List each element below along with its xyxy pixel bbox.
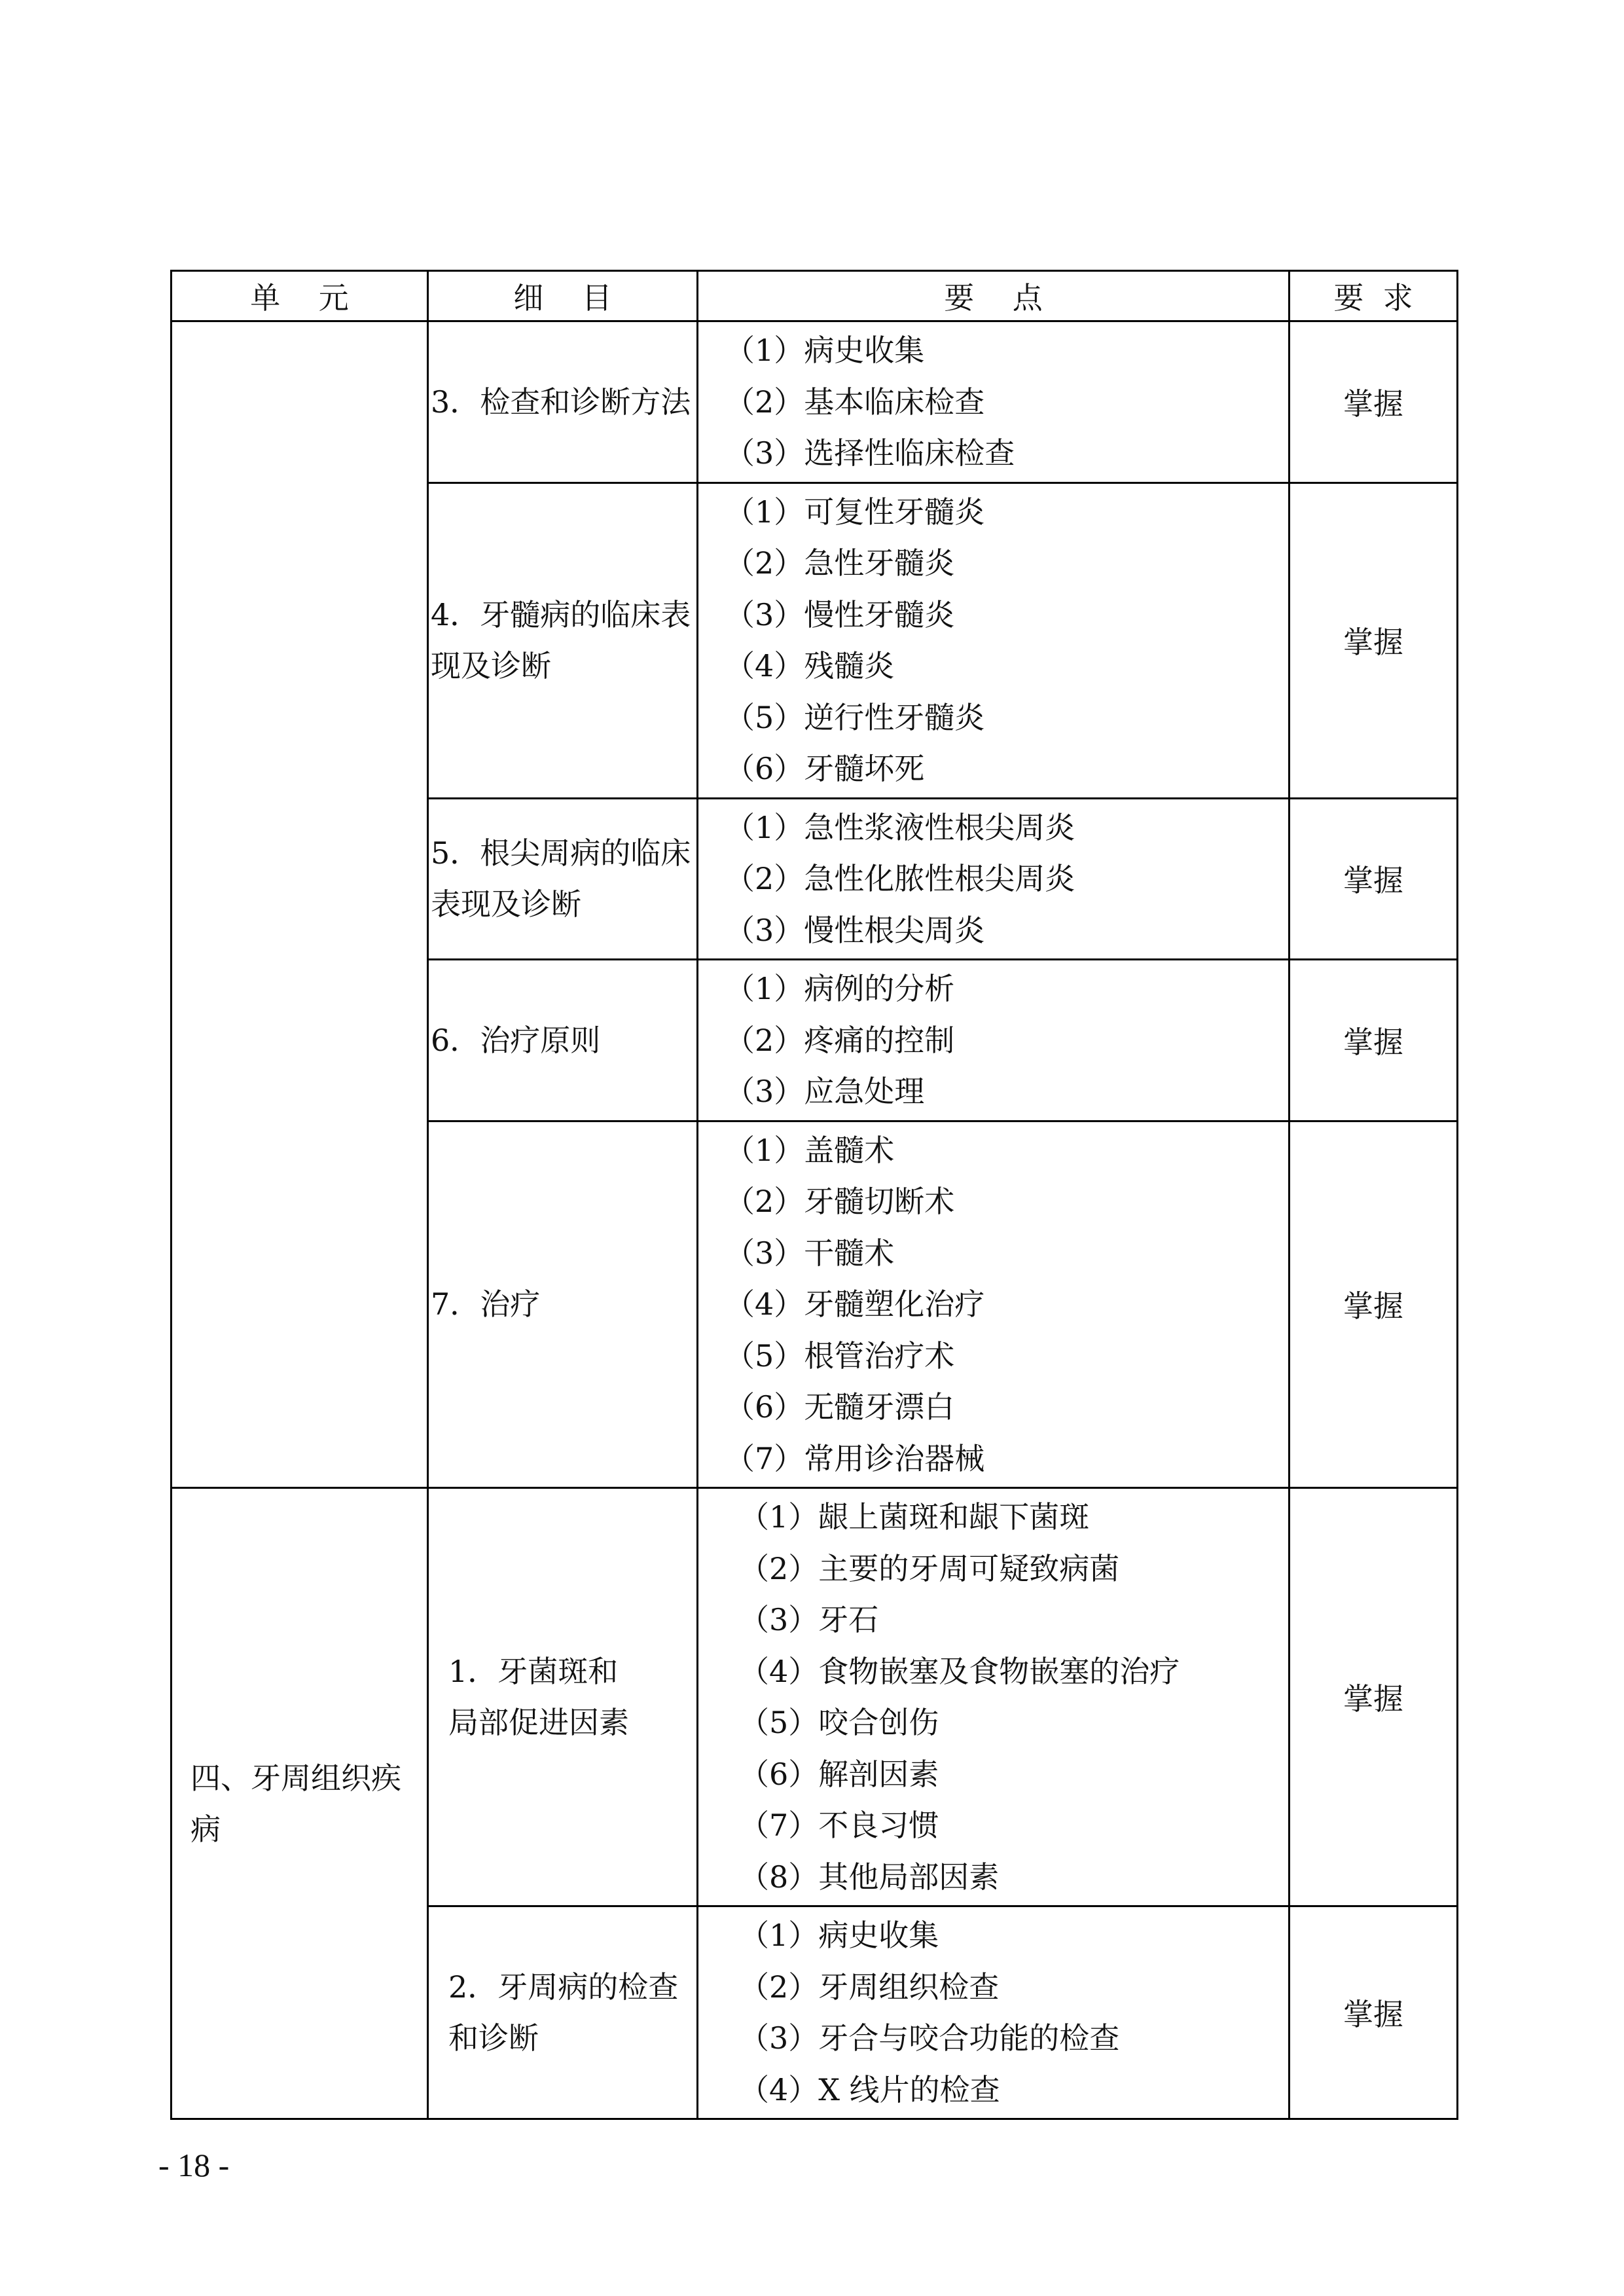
point-item: （7）不良习惯 xyxy=(739,1808,939,1843)
point-item: （1）急性浆液性根尖周炎 xyxy=(725,809,1075,845)
detail-line: 和诊断 xyxy=(448,2020,539,2056)
points-cell xyxy=(698,960,1290,1121)
detail-label: 3．检查和诊断方法 xyxy=(431,384,691,420)
point-item: （3）牙合与咬合功能的检查 xyxy=(739,2020,1120,2056)
detail-cell xyxy=(428,1121,698,1488)
point-item: （4）牙髓塑化治疗 xyxy=(725,1286,985,1322)
point-item: （2）主要的牙周可疑致病菌 xyxy=(739,1550,1120,1586)
requirement-cell xyxy=(1290,1488,1458,1906)
requirement-label: 掌握 xyxy=(1343,1024,1403,1060)
header-unit xyxy=(171,271,428,321)
point-item: （4）X 线片的检查 xyxy=(739,2071,1000,2107)
point-item: （4）残髓炎 xyxy=(725,648,895,683)
table-row xyxy=(171,321,1458,483)
header-detail-label: 细 目 xyxy=(513,280,612,316)
header-unit-label: 单 元 xyxy=(250,280,349,316)
point-item: （2）疼痛的控制 xyxy=(725,1022,955,1058)
detail-cell xyxy=(428,1906,698,2119)
point-item: （8）其他局部因素 xyxy=(739,1859,1000,1895)
points-cell xyxy=(698,321,1290,483)
point-item: （2）牙髓切断术 xyxy=(725,1184,955,1219)
point-item: （1）病史收集 xyxy=(739,1918,939,1953)
detail-cell xyxy=(428,321,698,483)
point-item: （3）选择性临床检查 xyxy=(725,435,1015,471)
point-item: （2）基本临床检查 xyxy=(725,384,985,420)
points-cell xyxy=(698,1121,1290,1488)
requirement-cell xyxy=(1290,960,1458,1121)
detail-label: 4．牙髓病的临床表现及诊断 xyxy=(431,597,691,683)
point-item: （3）慢性根尖周炎 xyxy=(725,912,985,948)
requirement-cell xyxy=(1290,1906,1458,2119)
point-item: （5）逆行性牙髓炎 xyxy=(725,699,985,735)
header-requirement xyxy=(1290,271,1458,321)
detail-cell xyxy=(428,798,698,960)
detail-label: 7．治疗 xyxy=(431,1286,541,1322)
point-item: （5）咬合创伤 xyxy=(739,1705,939,1740)
point-item: （6）牙髓坏死 xyxy=(725,751,925,786)
detail-line: 1．牙菌斑和 xyxy=(448,1654,619,1689)
detail-line: 局部促进因素 xyxy=(448,1705,629,1740)
detail-line: 2．牙周病的检查 xyxy=(448,1969,679,2005)
requirement-cell xyxy=(1290,1121,1458,1488)
detail-label: 6．治疗原则 xyxy=(431,1022,601,1058)
unit-cell xyxy=(171,1488,428,2119)
point-item: （5）根管治疗术 xyxy=(725,1338,955,1374)
points-cell xyxy=(698,483,1290,798)
point-item: （3）应急处理 xyxy=(725,1074,925,1109)
requirement-label: 掌握 xyxy=(1343,863,1403,899)
detail-cell xyxy=(428,483,698,798)
point-item: （2）急性牙髓炎 xyxy=(725,545,955,581)
point-item: （1）可复性牙髓炎 xyxy=(725,494,985,530)
table-header-row xyxy=(171,271,1458,321)
point-item: （2）急性化脓性根尖周炎 xyxy=(725,861,1075,896)
requirement-cell xyxy=(1290,798,1458,960)
point-item: （3）干髓术 xyxy=(725,1235,895,1271)
header-points-label: 要 点 xyxy=(944,280,1043,316)
detail-label: 5．根尖周病的临床表现及诊断 xyxy=(431,835,691,922)
unit-cell xyxy=(171,321,428,1488)
detail-cell xyxy=(428,960,698,1121)
table-row xyxy=(171,1488,1458,1906)
requirement-label: 掌握 xyxy=(1343,1997,1403,2032)
point-item: （6）解剖因素 xyxy=(739,1756,939,1792)
requirement-label: 掌握 xyxy=(1343,625,1403,660)
point-item: （4）食物嵌塞及食物嵌塞的治疗 xyxy=(739,1653,1180,1689)
points-cell xyxy=(698,1906,1290,2119)
header-detail xyxy=(428,271,698,321)
requirement-cell xyxy=(1290,321,1458,483)
header-requirement-label: 要 求 xyxy=(1333,280,1413,316)
points-cell xyxy=(698,1488,1290,1906)
point-item: （1）龈上菌斑和龈下菌斑 xyxy=(739,1499,1090,1535)
point-item: （1）病史收集 xyxy=(725,333,925,368)
point-item: （6）无髓牙漂白 xyxy=(725,1389,955,1425)
point-item: （3）牙石 xyxy=(739,1602,879,1637)
requirement-label: 掌握 xyxy=(1343,386,1403,422)
point-item: （2）牙周组织检查 xyxy=(739,1969,1000,2005)
point-item: （3）慢性牙髓炎 xyxy=(725,596,955,632)
point-item: （1）盖髓术 xyxy=(725,1132,895,1168)
header-points xyxy=(698,271,1290,321)
requirement-cell xyxy=(1290,483,1458,798)
page-number: - 18 - xyxy=(158,2147,230,2183)
requirement-label: 掌握 xyxy=(1343,1681,1403,1717)
point-item: （1）病例的分析 xyxy=(725,971,955,1006)
unit-label: 四、牙周组织疾病 xyxy=(190,1760,401,1847)
requirement-label: 掌握 xyxy=(1343,1288,1403,1324)
point-item: （7）常用诊治器械 xyxy=(725,1440,985,1476)
points-cell xyxy=(698,798,1290,960)
syllabus-table xyxy=(170,270,1458,2120)
detail-cell xyxy=(428,1488,698,1906)
